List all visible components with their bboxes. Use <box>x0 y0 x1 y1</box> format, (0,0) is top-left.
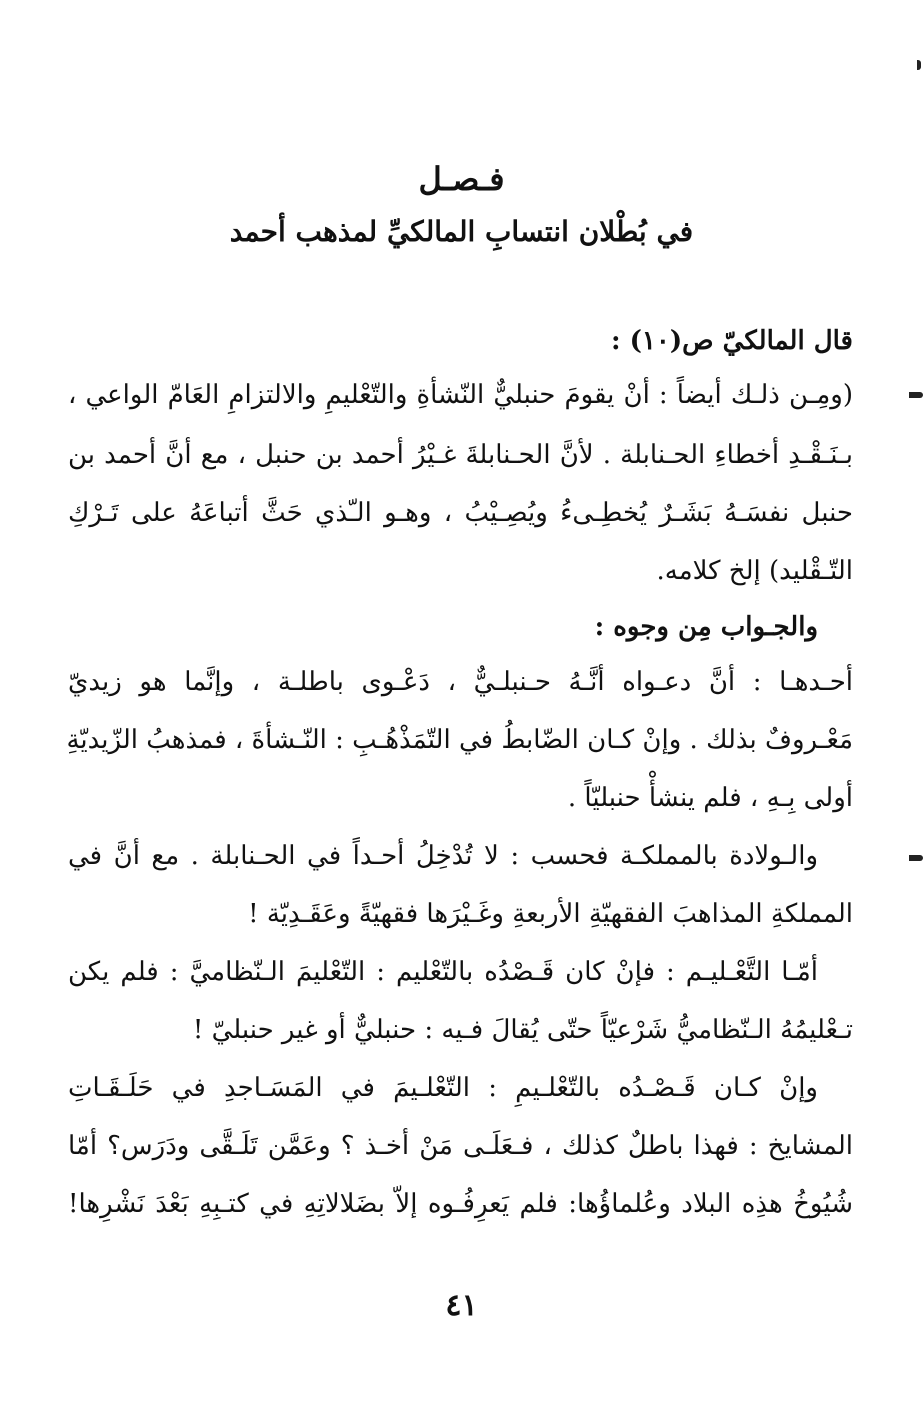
margin-mark <box>909 392 923 398</box>
quote-line: حنبل نفسَـهُ بَشَـرٌ يُخطِـىءُ ويُصِـيْبُ ، وهـو الـّذي حَثَّ أتباعَهُ على تَـرْكِ <box>68 498 853 528</box>
quote-line: التّـقْليد) إلخ كلامه. <box>656 556 853 586</box>
body-line: وإنْ كـان قَـصْـدُه بالتّعْلـيمِ : التّعْلـيمَ في المَسَـاجدِ في حَلَـقَـاتِ <box>68 1073 818 1103</box>
margin-mark <box>909 855 923 861</box>
quote-line: بـنَـقْـدِ أخطاءِ الحـنابلة . لأنَّ الحـنابلةَ غـيْرُ أحمد بن حنبل ، مع أنَّ أحمد بن <box>68 440 853 470</box>
page-number: ٤١ <box>445 1288 478 1323</box>
body-line: أولى بِـهِ ، فلم ينشأْ حنبليّاً . <box>567 783 853 813</box>
body-line: تـعْليمُهُ الـنّظاميُّ شَرْعيّاً حتّى يُقالَ فـيه : حنبليٌّ أو غير حنبليّ ! <box>192 1015 853 1045</box>
body-line: مَعْـروفٌ بذلك . وإنْ كـان الضّابطُ في التّمَذْهُـبِ : النّـشأةَ ، فمذهبُ الزّيديّةِ <box>66 725 853 755</box>
quote-line: (ومِـن ذلـك أيضاً : أنْ يقومَ حنبليٌّ النّشأةِ والتّعْليمِ والالتزامِ العَامّ الواعي ، <box>68 380 853 410</box>
answer-heading: والجـواب مِن وجوه : <box>594 612 818 642</box>
body-line: شُيُوخُ هذِه البلاد وعُلماؤُها: فلم يَعرِفُـوه إلاّ بضَلالاتِهِ في كتـبِهِ بَعْدَ نَشْرِها! <box>68 1189 853 1219</box>
section-subtitle: في بُطْلان انتسابِ المالكيِّ لمذهب أحمد <box>229 215 694 248</box>
quote-intro: قال المالكيّ ص(١٠) : <box>610 326 853 356</box>
section-title: فـصـل <box>418 160 505 198</box>
body-line: أمّـا التَّعْـليـم : فإنْ كان قَـصْدُه بالتّعْليم : التّعْليمَ الـنّظاميَّ : فلم يكن <box>68 957 818 987</box>
margin-mark <box>917 60 921 70</box>
body-line: المشايخ : فهذا باطلٌ كذلك ، فـعَلَـى مَنْ أخـذ ؟ وعَمَّن تَلَـقَّى ودَرَس؟ أمّا <box>68 1131 853 1161</box>
body-line: والـولادة بالمملكـة فحسب : لا تُدْخِلُ أحـداً في الحـنابلة . مع أنَّ في <box>68 841 818 871</box>
body-line: أحـدهـا : أنَّ دعـواه أنَّـهُ حـنبلـيٌّ ، دَعْـوى باطلـة ، وإنَّما هو زيديّ <box>68 667 853 697</box>
body-line: المملكةِ المذاهبَ الفقهيّةِ الأربعةِ وغَـيْرَها فقهيّةً وعَقَـدِيّة ! <box>248 899 853 929</box>
